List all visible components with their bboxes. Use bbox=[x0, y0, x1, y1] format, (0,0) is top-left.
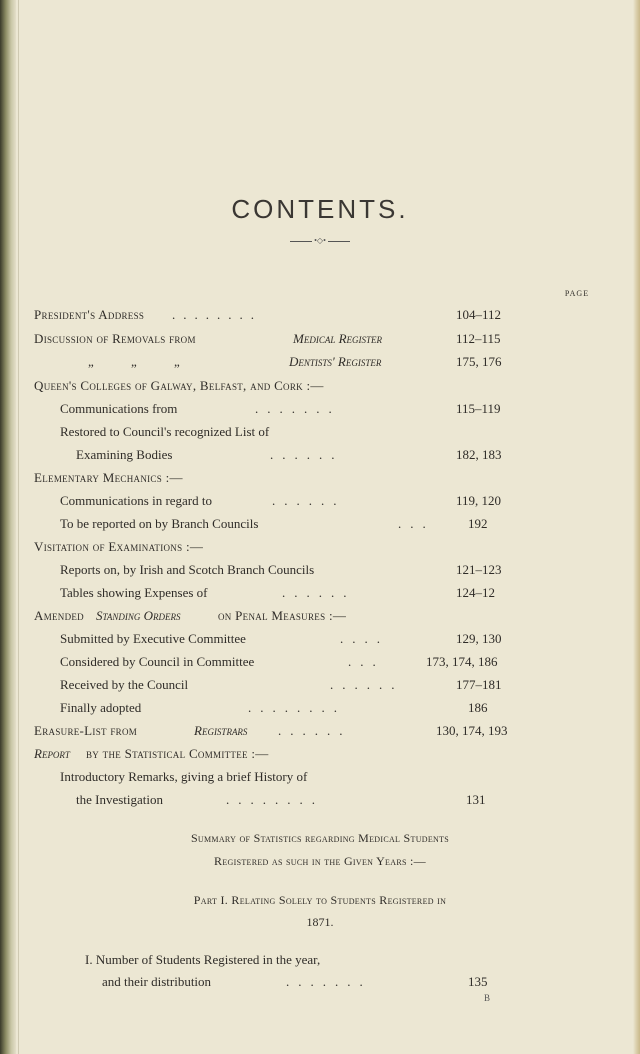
toc-page: 115–119 bbox=[456, 401, 501, 416]
signature-mark: B bbox=[484, 993, 491, 1003]
toc-label: Received by the Council bbox=[60, 677, 189, 692]
toc-label: Communications from bbox=[60, 401, 178, 416]
leader-dots: .... bbox=[340, 631, 389, 646]
leader-dots: ........ bbox=[226, 792, 324, 807]
toc-label: President's Address bbox=[34, 307, 145, 322]
part-heading-line1: Part I. Relating Solely to Students Registered in bbox=[193, 893, 447, 907]
leader-dots: ........ bbox=[248, 700, 346, 715]
toc-label: Queen's Colleges of Galway, Belfast, and Cork :— bbox=[34, 378, 324, 393]
toc-page: 135 bbox=[468, 974, 488, 989]
toc-page: 119, 120 bbox=[456, 493, 502, 508]
toc-page: 173, 174, 186 bbox=[426, 654, 498, 669]
ornament-line-right bbox=[328, 241, 350, 242]
page-title: CONTENTS. bbox=[231, 194, 409, 224]
leader-dots: ... bbox=[348, 654, 385, 669]
leader-dots: ... bbox=[398, 516, 435, 531]
toc-page: 177–181 bbox=[456, 677, 502, 692]
toc-label-italic: Dentists' Register bbox=[289, 354, 382, 369]
toc-page: 121–123 bbox=[456, 562, 502, 577]
leader-dots: ....... bbox=[286, 974, 372, 989]
toc-label: Tables showing Expenses of bbox=[60, 585, 208, 600]
toc-page: 192 bbox=[468, 516, 488, 531]
leader-dots: ........ bbox=[172, 307, 262, 322]
toc-label: on Penal Measures :— bbox=[218, 608, 347, 623]
toc-page: 104–112 bbox=[456, 307, 502, 322]
leader-dots: ...... bbox=[282, 585, 356, 600]
summary-heading-line2: Registered as such in the Given Years :— bbox=[214, 854, 426, 868]
toc-label-italic: Report bbox=[34, 746, 70, 761]
page-column-header: PAGE bbox=[564, 289, 590, 298]
toc-label-italic: Medical Register bbox=[293, 331, 383, 346]
leader-dots: ....... bbox=[255, 401, 341, 416]
toc-label-italic: Standing Orders bbox=[96, 608, 181, 623]
toc-label: Erasure-List from bbox=[34, 723, 138, 738]
ditto-marks: „ „ „ bbox=[88, 354, 180, 369]
toc-label: Amended bbox=[34, 608, 84, 623]
title-ornament bbox=[0, 236, 640, 245]
toc-label: Considered by Council in Committee bbox=[60, 654, 255, 669]
ornament-glyph: •◇• bbox=[314, 236, 326, 245]
toc-label: Discussion of Removals from bbox=[34, 331, 196, 346]
toc-page: 175, 176 bbox=[456, 354, 502, 369]
toc-page: 182, 183 bbox=[456, 447, 502, 462]
toc-page: 129, 130 bbox=[456, 631, 502, 646]
part-heading-line2: 1871. bbox=[306, 915, 334, 929]
leader-dots: ...... bbox=[278, 723, 352, 738]
toc-label: To be reported on by Branch Councils bbox=[60, 516, 259, 531]
leader-dots: ...... bbox=[272, 493, 346, 508]
toc-label: Examining Bodies bbox=[76, 447, 173, 462]
toc-label: I. Number of Students Registered in the year, bbox=[85, 952, 321, 967]
leader-dots: ...... bbox=[270, 447, 344, 462]
summary-heading-line1: Summary of Statistics regarding Medical Students bbox=[190, 831, 450, 845]
ornament-line-left bbox=[290, 241, 312, 242]
toc-label: Finally adopted bbox=[60, 700, 142, 715]
toc-label: Introductory Remarks, giving a brief History of bbox=[60, 769, 308, 784]
toc-page: 131 bbox=[466, 792, 486, 807]
toc-page: 186 bbox=[468, 700, 488, 715]
toc-label: Restored to Council's recognized List of bbox=[60, 424, 270, 439]
toc-label: Visitation of Examinations :— bbox=[34, 539, 204, 554]
toc-label: Reports on, by Irish and Scotch Branch Councils bbox=[60, 562, 315, 577]
toc-label: the Investigation bbox=[76, 792, 164, 807]
toc-label: and their distribution bbox=[102, 974, 212, 989]
toc-label: Elementary Mechanics :— bbox=[34, 470, 183, 485]
toc-label-italic: Registrars bbox=[194, 723, 248, 738]
toc-page: 124–12 bbox=[456, 585, 495, 600]
toc-label: Communications in regard to bbox=[60, 493, 213, 508]
toc-label: by the Statistical Committee :— bbox=[86, 746, 269, 761]
toc-label: Submitted by Executive Committee bbox=[60, 631, 246, 646]
toc-page: 112–115 bbox=[456, 331, 501, 346]
leader-dots: ...... bbox=[330, 677, 404, 692]
toc-page: 130, 174, 193 bbox=[436, 723, 508, 738]
